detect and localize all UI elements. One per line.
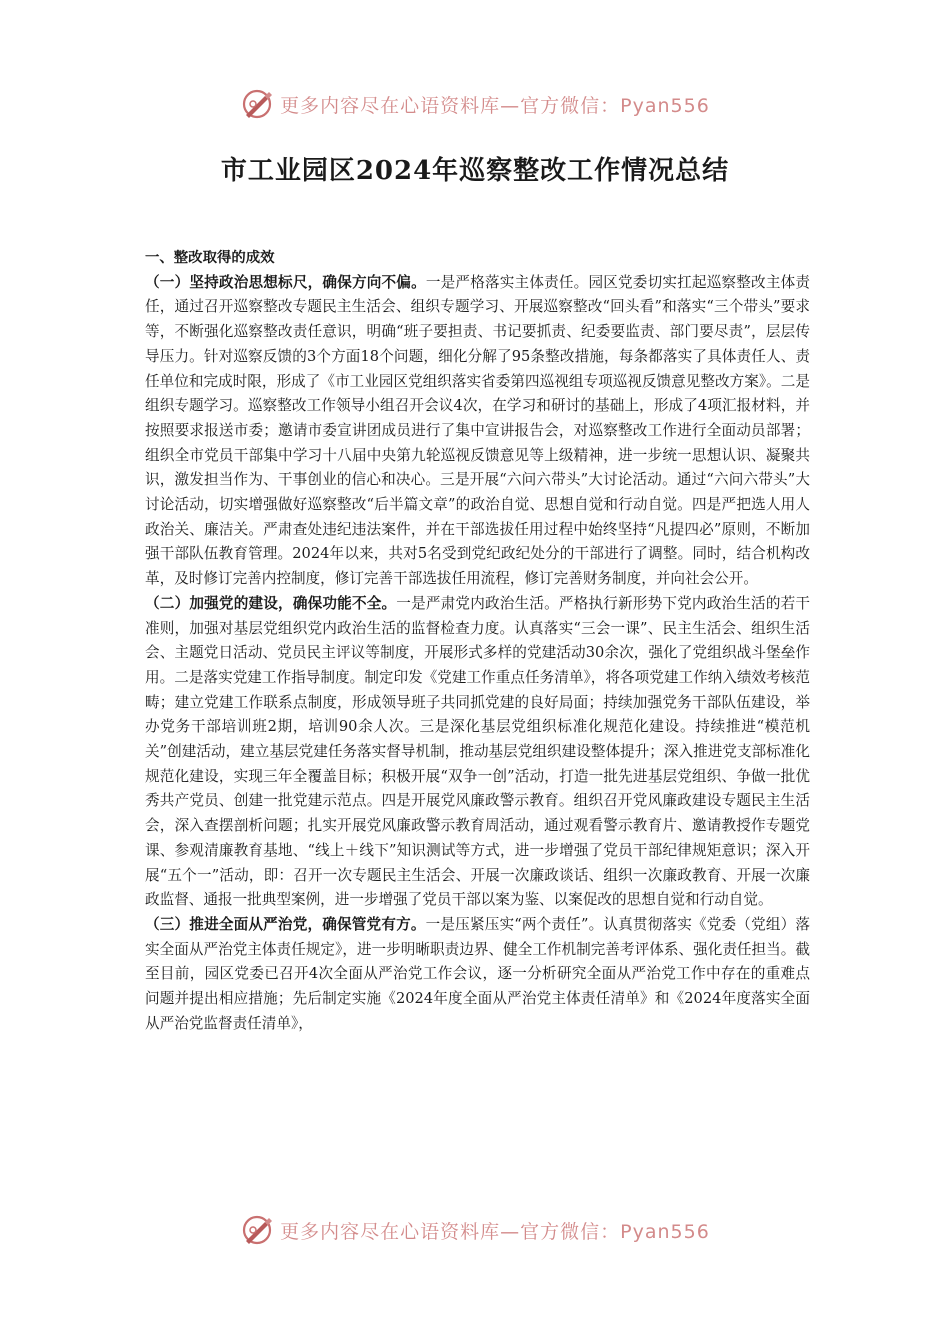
footer-banner [0,1210,950,1250]
header-banner [0,84,950,124]
banner-text: 更多内容尽在心语资料库—官方微信：Pyan556 [280,1220,710,1243]
paragraph-lead: （一）坚持政治思想标尺，确保方向不偏。 [145,273,426,291]
pen-logo-icon [240,1213,274,1247]
paragraph-1 [145,271,810,592]
document-title: 市工业园区2024年巡察整改工作情况总结 [220,156,730,186]
pen-logo-icon [240,87,274,121]
paragraph-2 [145,592,810,913]
paragraph-body: 一是严肃党内政治生活。严格执行新形势下党内政治生活的若干准则，加强对基层党组织党内政治生活的监督检查力度。认真落实“三会一课”、民主生活会、组织生活会、主题党日活动、党员民主评议等制度，开展形式多样的党建活动30余次，强化了党组织战斗堡垒作用。二是落实党建工作指导制度。制定印发《党建工作重点任务清单》，将各项党建工作纳入绩效考核范畴；建立党建工作联系点制度，形成领导班子共同抓党建的良好局面；持续加强党务干部队伍建设，举办党务干部培训班2期，培训90余人次。三是深化基层党组织标准化规范化建设。持续推进“模范机关”创建活动，建立基层党建任务落实督导机制，推动基层党组织建设整体提升；深入推进党支部标准化规范化建设，实现三年全覆盖目标；积极开展“双争一创”活动，打造一批先进基层党组织、争做一批优秀共产党员、创建一批党建示范点。四是开展党风廉政警示教育。组织召开党风廉政建设专题民主生活会，深入查摆剖析问题；扎实开展党风廉政警示教育周活动，通过观看警示教育片、邀请教授作专题党课、参观清廉教育基地、“线上＋线下”知识测试等方式，进一步增强了党员干部纪律规矩意识；深入开展“五个一”活动，即：召开一次专题民主生活会、开展一次廉政谈话、组织一次廉政教育、开展一次廉政监督、通报一批典型案例，进一步增强了党员干部以案为鉴、以案促改的思想自觉和行动自觉。 [145,594,810,909]
paragraph-body: 一是压紧压实“两个责任”。认真贯彻落实《党委（党组）落实全面从严治党主体责任规定》，进一步明晰职责边界、健全工作机制完善考评体系、强化责任担当。截至目前，园区党委已召开4次全面从严治党工作会议，逐一分析研究全面从严治党工作中存在的重难点问题并提出相应措施；先后制定实施《2024年度全面从严治党主体责任清单》和《2024年度落实全面从严治党监督责任清单》， [145,915,810,1032]
section-heading: 一、整改取得的成效 [145,250,275,266]
paragraph-lead: （二）加强党的建设，确保功能不全。 [145,594,397,612]
paragraph-body: 一是严格落实主体责任。园区党委切实扛起巡察整改主体责任，通过召开巡察整改专题民主生活会、组织专题学习、开展巡察整改“回头看”和落实“三个带头”要求等，不断强化巡察整改责任意识，明确“班子要担责、书记要抓责、纪委要监责、部门要尽责”，层层传导压力。针对巡察反馈的3个方面18个问题，细化分解了95条整改措施，每条都落实了具体责任人、责任单位和完成时限，形成了《市工业园区党组织落实省委第四巡视组专项巡视反馈意见整改方案》。二是组织专题学习。巡察整改工作领导小组召开会议4次，在学习和研讨的基础上，形成了4项汇报材料，并按照要求报送市委；邀请市委宣讲团成员进行了集中宣讲报告会，对巡察整改工作进行全面动员部署；组织全市党员干部集中学习十八届中央第九轮巡视反馈意见等上级精神，进一步统一思想认识、凝聚共识，激发担当作为、干事创业的信心和决心。三是开展“六问六带头”大讨论活动。通过“六问六带头”大讨论活动，切实增强做好巡察整改“后半篇文章”的政治自觉、思想自觉和行动自觉。四是严把选人用人政治关、廉洁关。严肃查处违纪违法案件，并在干部选拔任用过程中始终坚持“凡提四必”原则，不断加强干部队伍教育管理。2024年以来，共对5名受到党纪政纪处分的干部进行了调整。同时，结合机构改革，及时修订完善内控制度，修订完善干部选拔任用流程，修订完善财务制度，并向社会公开。 [145,273,810,588]
paragraph-lead: （三）推进全面从严治党，确保管党有方。 [145,915,426,933]
banner-text: 更多内容尽在心语资料库—官方微信：Pyan556 [280,94,710,117]
document-body [145,246,810,1037]
paragraph-3 [145,913,810,1037]
